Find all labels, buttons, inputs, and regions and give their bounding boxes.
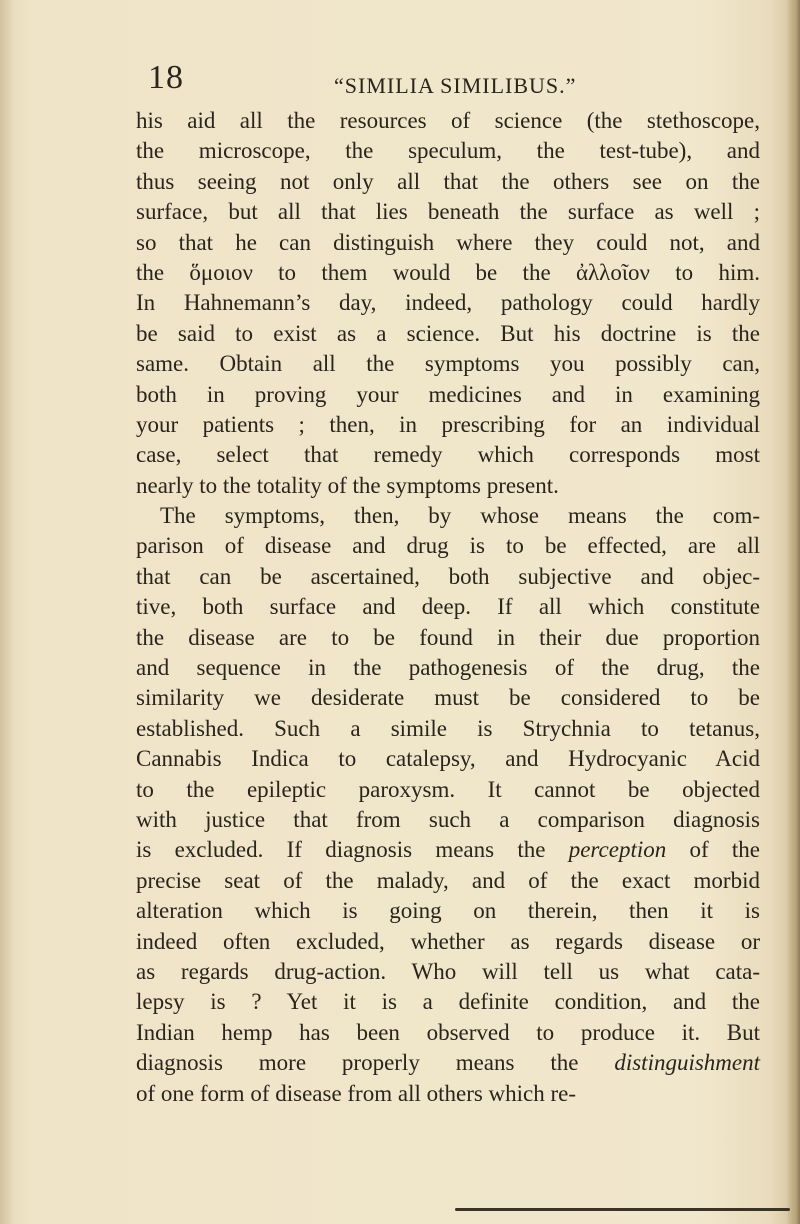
text-line: parison of disease and drug is to be effected, are all — [136, 533, 760, 559]
line-text: diagnosis more properly means the — [136, 1050, 579, 1076]
text-line: nearly to the totality of the symptoms present. — [136, 472, 559, 498]
text-line: the microscope, the speculum, the test-tube), and — [136, 138, 760, 164]
text-line: established. Such a simile is Strychnia to tetanus, — [136, 715, 760, 741]
text-line — [136, 835, 760, 865]
text-line: with justice that from such a comparison diagnosis — [136, 806, 760, 832]
text-line: In Hahnemann’s day, indeed, pathology could hardly — [136, 290, 760, 316]
line-text: is excluded. If diagnosis means the — [136, 837, 546, 863]
text-line: indeed often excluded, whether as regards disease or — [136, 928, 760, 954]
text-line: the ὅμοιον to them would be the ἀλλοῖον to him. — [136, 259, 760, 285]
text-line: alteration which is going on therein, then it is — [136, 898, 760, 924]
text-line: precise seat of the malady, and of the exact morbid — [136, 867, 760, 893]
italic-word: distinguishment — [614, 1050, 761, 1076]
text-line: the disease are to be found in their due proportion — [136, 624, 760, 650]
text-line: tive, both surface and deep. If all which constitute — [136, 594, 760, 620]
text-line: similarity we desiderate must be considered to be — [136, 685, 760, 711]
text-line: same. Obtain all the symptoms you possibly can, — [136, 351, 760, 377]
text-line: of one form of disease from all others which re- — [136, 1080, 577, 1106]
text-line: Indian hemp has been observed to produce it. But — [136, 1019, 760, 1045]
italic-word: perception — [568, 837, 667, 863]
text-line: his aid all the resources of science (the stethoscope, — [136, 108, 760, 133]
text-line: The symptoms, then, by whose means the com- — [160, 503, 760, 529]
page-number: 18 — [148, 59, 184, 96]
text-line: thus seeing not only all that the others see on the — [136, 168, 760, 194]
text-line: so that he can distinguish where they could not, and — [136, 229, 760, 255]
text-line: both in proving your medicines and in examining — [136, 381, 760, 407]
gutter-shadow — [0, 0, 14, 1224]
page-edge — [786, 0, 800, 1224]
text-line: to the epileptic paroxysm. It cannot be objected — [136, 776, 760, 802]
text-line: as regards drug-action. Who will tell us what cata- — [136, 958, 760, 984]
running-head: “SIMILIA SIMILIBUS.” — [334, 73, 577, 98]
line-text: of the — [689, 837, 761, 863]
text-line: that can be ascertained, both subjective and objec- — [136, 563, 760, 589]
text-line: case, select that remedy which corresponds most — [136, 442, 760, 468]
text-line: and sequence in the pathogenesis of the drug, the — [136, 655, 760, 681]
bottom-rule — [455, 1208, 790, 1211]
text-line: be said to exist as a science. But his doctrine is the — [136, 320, 760, 346]
text-line: lepsy is ? Yet it is a definite condition, and the — [136, 989, 760, 1015]
text-line: surface, but all that lies beneath the surface as well ; — [136, 199, 760, 225]
body-text — [136, 106, 760, 1109]
text-line: your patients ; then, in prescribing for an individual — [136, 411, 760, 437]
text-line: Cannabis Indica to catalepsy, and Hydrocyanic Acid — [136, 746, 760, 772]
text-line — [136, 1048, 760, 1078]
